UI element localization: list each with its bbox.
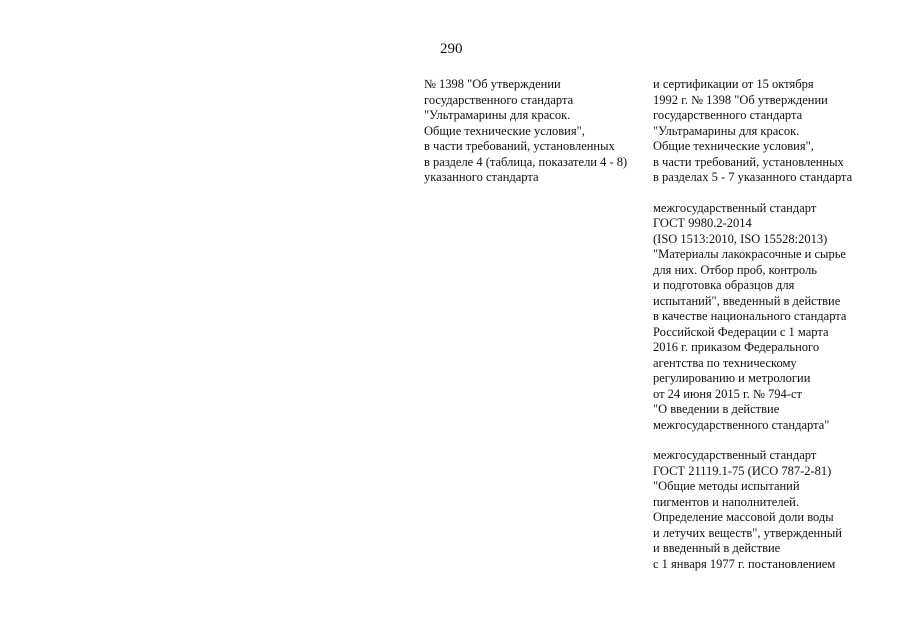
text-line: № 1398 "Об утверждении: [424, 77, 561, 91]
text-line: в разделах 5 - 7 указанного стандарта: [653, 170, 853, 184]
text-line: и летучих веществ", утвержденный: [653, 525, 842, 540]
text-line: в части требований, установленных: [424, 139, 615, 153]
right-paragraph-2: [653, 201, 893, 434]
text-line: ГОСТ 9980.2-2014: [653, 216, 752, 230]
right-paragraph-3: [653, 448, 893, 572]
text-line: агентства по техническому: [653, 355, 797, 370]
text-line: "Материалы лакокрасочные и сырье: [653, 247, 846, 261]
text-line: государственного стандарта: [424, 92, 574, 107]
text-line: межгосударственный стандарт: [653, 448, 817, 462]
text-line: регулированию и метрологии: [653, 371, 811, 385]
text-line: межгосударственный стандарт: [653, 200, 817, 215]
text-line: государственного стандарта: [653, 108, 803, 122]
text-line: испытаний", введенный в действие: [653, 293, 841, 308]
text-line: 2016 г. приказом Федерального: [653, 340, 820, 354]
text-line: 1992 г. № 1398 "Об утверждении: [653, 92, 828, 107]
text-line: и сертификации от 15 октября: [653, 77, 814, 91]
text-line: для них. Отбор проб, контроль: [653, 262, 817, 277]
text-line: (ISO 1513:2010, ISO 15528:2013): [653, 231, 828, 246]
left-column: [424, 77, 639, 201]
text-line: ГОСТ 21119.1-75 (ИСО 787-2-81): [653, 463, 832, 478]
text-line: и введенный в действие: [653, 541, 781, 555]
text-line: от 24 июня 2015 г. № 794-ст: [653, 386, 802, 401]
text-line: в качестве национального стандарта: [653, 309, 847, 323]
text-line: в части требований, установленных: [653, 154, 844, 169]
text-line: Общие технические условия",: [424, 123, 585, 138]
right-paragraph-1: [653, 77, 893, 186]
left-paragraph: [424, 77, 639, 186]
text-line: и подготовка образцов для: [653, 278, 795, 292]
text-line: "Общие методы испытаний: [653, 479, 800, 493]
text-line: с 1 января 1977 г. постановлением: [653, 556, 836, 571]
page-number: 290: [440, 41, 463, 57]
text-line: указанного стандарта: [424, 170, 539, 184]
text-line: Общие технические условия",: [653, 139, 814, 153]
text-line: межгосударственного стандарта": [653, 417, 830, 432]
text-line: "Ультрамарины для красок.: [653, 123, 800, 138]
text-line: "Ультрамарины для красок.: [424, 108, 571, 122]
text-line: Российской Федерации с 1 марта: [653, 324, 829, 339]
text-line: Определение массовой доли воды: [653, 510, 834, 524]
text-line: "О введении в действие: [653, 402, 780, 416]
text-line: в разделе 4 (таблица, показатели 4 - 8): [424, 154, 628, 169]
right-column: [653, 77, 893, 587]
text-line: пигментов и наполнителей.: [653, 494, 799, 509]
